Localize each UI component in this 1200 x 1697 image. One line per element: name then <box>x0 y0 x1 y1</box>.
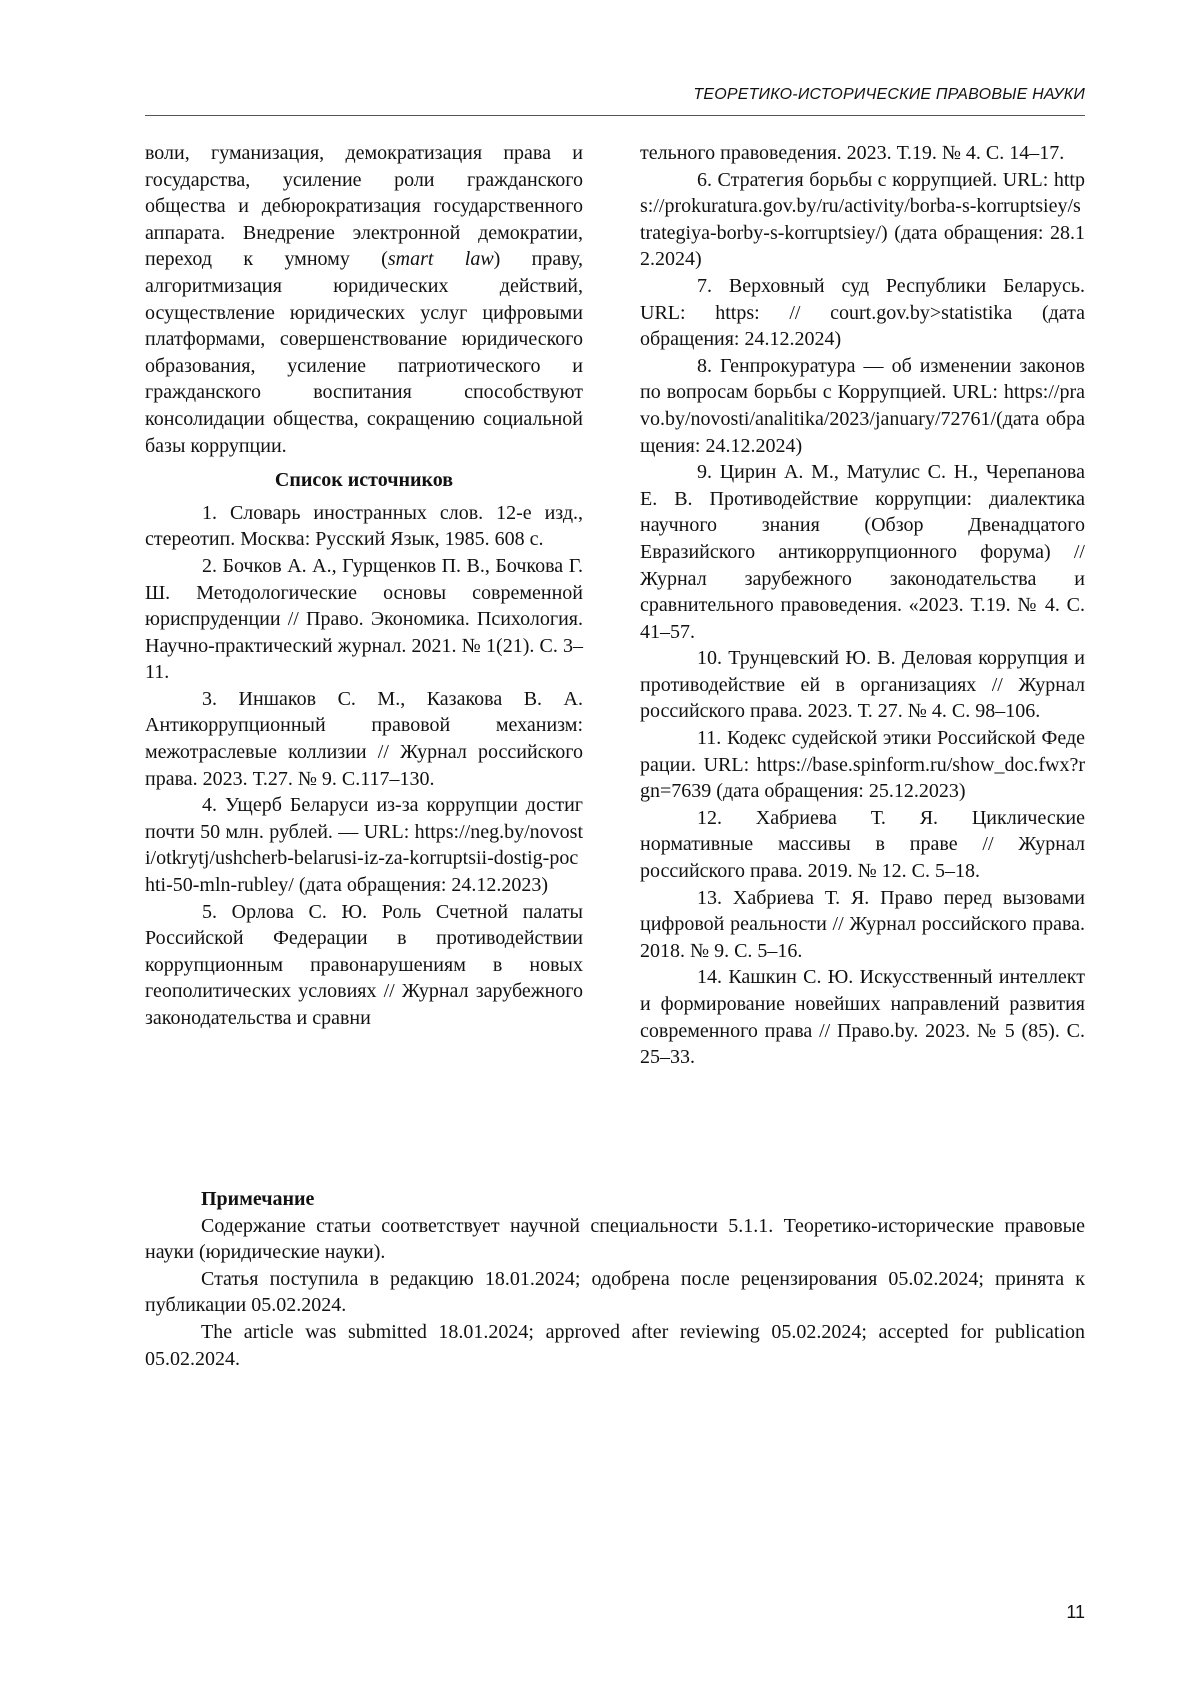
body-text: ) праву, алгоритмизация юридических действий, осуществление юридических услуг цифровыми платформами, совершенствование юридического образования, усиление патриотического и гражданского воспитания способствуют консолидации общества, сокращению социальной базы коррупции. <box>145 248 584 457</box>
note-paragraph: Статья поступила в редакцию 18.01.2024; одобрена после рецензирования 05.02.2024; принята к публикации 05.02.2024. <box>145 1267 1085 1317</box>
reference-item-10: 10. Трунцевский Ю. В. Деловая коррупция и противодействие ей в организациях // Журнал российского права. 2023. Т. 27. № 4. С. 98–106. <box>640 647 1085 723</box>
reference-item-12: 12. Хабриева Т. Я. Циклические нормативные массивы в праве // Журнал российского права. 2019. № 12. С. 5–18. <box>640 806 1085 883</box>
reference-item-14: 14. Кашкин С. Ю. Искусственный интеллект и формирование новейших направлений развития современного права // Право.by. 2023. № 5 (85). С. 25–33. <box>640 966 1085 1069</box>
reference-item-5-part-2: тельного правоведения. 2023. Т.19. № 4. С. 14–17. <box>640 142 1065 164</box>
running-head: ТЕОРЕТИКО-ИСТОРИЧЕСКИЕ ПРАВОВЫЕ НАУКИ <box>693 86 1085 103</box>
body-text: воли, гуманизация, демократизация права и государства, усиление роли гражданского общества и дебюрократизация государственного аппарата. Внедрение электронной демократии, переход к умному ( <box>145 142 583 271</box>
page-number: 11 <box>1066 1602 1085 1622</box>
reference-item-9: 9. Цирин А. М., Матулис С. Н., Черепанова Е. В. Противодействие коррупции: диалектика научного знания (Обзор Двенадцатого Евразийского антикоррупционного форума) // Журнал зарубежного законодательства и сравнительного правоведения. «2023. Т.19. № 4. С. 41–57. <box>640 461 1085 643</box>
reference-item-6: 6. Стратегия борьбы с коррупцией. URL: https://prokuratura.gov.by/ru/activity/borba-s-korruptsiey/strategiya-borby-s-korruptsiey/) (дата обращения: 28.12.2024) <box>640 168 1085 271</box>
reference-item-11: 11. Кодекс судейской этики Российской Федерации. URL: https://base.spinform.ru/show_doc.fwx?rgn=7639 (дата обращения: 25.12.2023) <box>640 727 1085 803</box>
header-rule <box>145 115 1085 116</box>
note-title: Примечание <box>201 1188 315 1210</box>
reference-item-7: 7. Верховный суд Республики Беларусь. URL: https: // court.gov.by>statistika (дата обращения: 24.12.2024) <box>640 274 1085 351</box>
reference-item-5-part-1: 5. Орлова С. Ю. Роль Счетной палаты Российской Федерации в противодействии коррупционным правонарушениям в новых геополитических условиях // Журнал зарубежного законодательства и сравни <box>145 900 583 1029</box>
left-column <box>145 140 583 1032</box>
reference-item-4: 4. Ущерб Беларуси из-за коррупции достиг почти 50 млн. рублей. — URL: https://neg.by/novosti/otkrytj/ushcherb-belarusi-iz-za-korruptsii-dostig-pochti-50-mln-rubley/ (дата обращения: 24.12.2023) <box>145 794 583 897</box>
reference-item-8: 8. Генпрокуратура — об изменении законов по вопросам борьбы с Коррупцией. URL: https://pravo.by/novosti/analitika/2023/january/72761/(дата обращения: 24.12.2024) <box>640 354 1085 457</box>
note-paragraph: The article was submitted 18.01.2024; approved after reviewing 05.02.2024; accepted for publication 05.02.2024. <box>145 1320 1085 1370</box>
body-italic-term: smart law <box>387 248 494 271</box>
body-paragraph <box>145 140 583 459</box>
right-column <box>640 140 1085 1071</box>
note-paragraph: Содержание статьи соответствует научной специальности 5.1.1. Теоретико-исторические правовые науки (юридические науки). <box>145 1214 1085 1264</box>
reference-item-1: 1. Словарь иностранных слов. 12-е изд., стереотип. Москва: Русский Язык, 1985. 608 с. <box>145 501 583 551</box>
reference-item-3: 3. Иншаков С. М., Казакова В. А. Антикоррупционный правовой механизм: межотраслевые коллизии // Журнал российского права. 2023. Т.27. № 9. С.117–130. <box>145 687 583 790</box>
reference-item-13: 13. Хабриева Т. Я. Право перед вызовами цифровой реальности // Журнал российского права. 2018. № 9. С. 5–16. <box>640 886 1085 962</box>
references-heading: Список источников <box>274 469 454 492</box>
note-section <box>145 1186 1085 1372</box>
reference-item-2: 2. Бочков А. А., Гурщенков П. В., Бочкова Г. Ш. Методологические основы современной юриспруденции // Право. Экономика. Психология. Научно-практический журнал. 2021. № 1(21). С. 3–11. <box>145 554 583 684</box>
